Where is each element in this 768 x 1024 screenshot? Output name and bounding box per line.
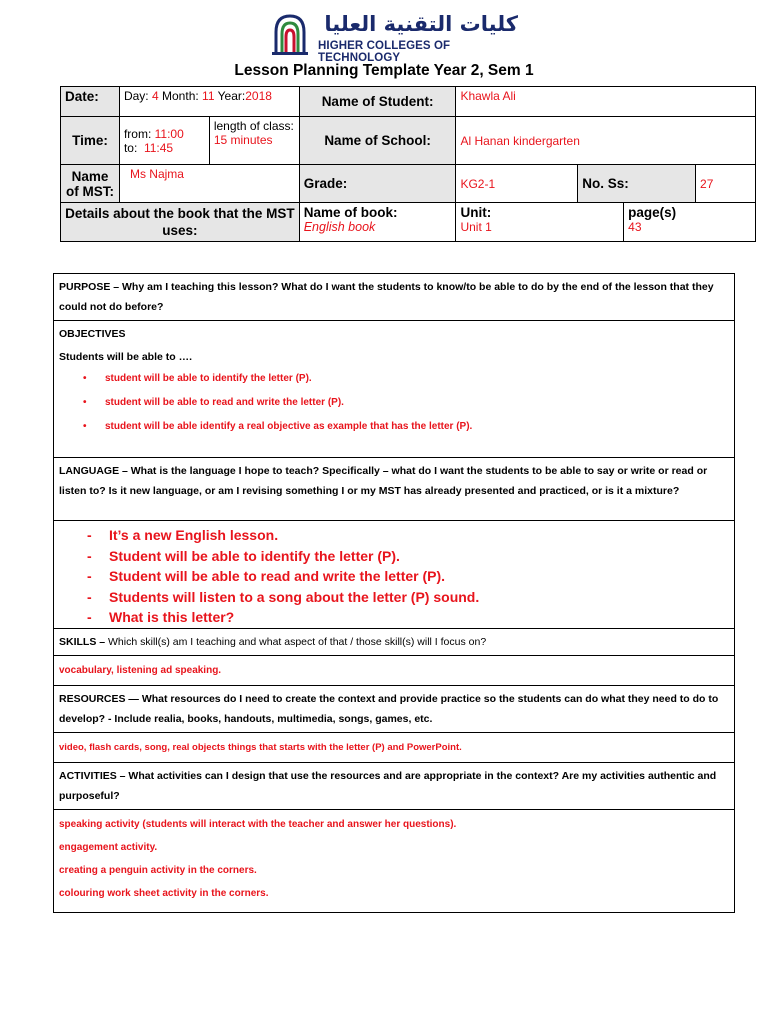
unit-label: Unit:: [460, 205, 492, 220]
language-question: LANGUAGE – What is the language I hope to teach? Specifically – what do I want the students to be able to say or write or read or listen to? Is it new language, or am I revising something I or my MST has already presented and practiced, or is it a mixture?: [54, 458, 735, 521]
list-item: • student will be able identify a real objective as example that has the letter (P).: [105, 415, 729, 439]
list-item: - Student will be able to identify the letter (P).: [109, 546, 729, 567]
objectives-intro: Students will be able to ….: [59, 351, 193, 363]
page-title: Lesson Planning Template Year 2, Sem 1: [234, 62, 534, 79]
time-value: from: 11:00 to: 11:45: [119, 117, 209, 165]
time-label: Time:: [61, 117, 120, 165]
skills-question: SKILLS – Which skill(s) am I teaching and what aspect of that / those skill(s) will I focus on?: [54, 628, 735, 655]
school-name-label: Name of School:: [299, 117, 456, 165]
unit-value: Unit 1: [460, 220, 492, 234]
number-of-students-label: No. Ss:: [578, 165, 696, 203]
list-item: - What is this letter?: [109, 607, 729, 628]
list-item: - Student will be able to read and write the letter (P).: [109, 566, 729, 587]
resources-question: RESOURCES — What resources do I need to create the context and provide practice so the students can do what they need to do to develop? - Include realia, books, handouts, multimedia, songs, games, etc.: [54, 685, 735, 732]
list-item: speaking activity (students will interact with the teacher and answer her questions).: [59, 818, 457, 830]
pages-cell: [624, 203, 756, 242]
book-name-cell: [299, 203, 456, 242]
mst-name-label: Name of MST:: [61, 165, 120, 203]
lesson-info-table: [60, 86, 756, 242]
mst-name-value: Ms Najma: [119, 165, 299, 203]
pages-label: page(s): [628, 205, 677, 220]
date-value: Day: 4 Month: 11 Year:2018: [119, 87, 299, 117]
book-name-label: Name of book:: [303, 205, 398, 220]
list-item: colouring work sheet activity in the corners.: [59, 887, 269, 899]
list-item: - It’s a new English lesson.: [109, 525, 729, 546]
date-label: Date:: [61, 87, 120, 117]
objectives-section: [54, 321, 735, 458]
class-length-value: length of class: 15 minutes: [209, 117, 299, 165]
book-details-label: Details about the book that the MST uses:: [61, 203, 300, 242]
purpose-question: PURPOSE – Why am I teaching this lesson? What do I want the students to know/to be able to do by the end of the lesson that they could not do before?: [54, 274, 735, 321]
list-item: engagement activity.: [59, 841, 158, 853]
unit-cell: [456, 203, 624, 242]
logo-arabic-text: كليات التقنية العليا: [324, 12, 518, 36]
grade-value: KG2-1: [456, 165, 578, 203]
objectives-list: [59, 367, 729, 439]
student-name-label: Name of Student:: [299, 87, 456, 117]
grade-label: Grade:: [299, 165, 456, 203]
activities-answers: [54, 809, 735, 912]
pages-value: 43: [628, 220, 642, 234]
resources-answer: video, flash cards, song, real objects things that starts with the letter (P) and PowerPoint.: [54, 732, 735, 762]
college-emblem-icon: [270, 12, 310, 56]
number-of-students-value: 27: [696, 165, 756, 203]
list-item: • student will be able to read and write the letter (P).: [105, 391, 729, 415]
college-logo: [270, 12, 520, 64]
language-answers-list: [59, 525, 729, 628]
logo-english-text: HIGHER COLLEGES OF TECHNOLOGY: [318, 40, 451, 64]
list-item: creating a penguin activity in the corners.: [59, 864, 257, 876]
list-item: - Students will listen to a song about the letter (P) sound.: [109, 587, 729, 608]
book-name-value: English book: [303, 220, 376, 234]
lesson-plan-table: [53, 273, 735, 913]
language-answers: [54, 521, 735, 629]
student-name-value: Khawla Ali: [456, 87, 756, 117]
list-item: • student will be able to identify the letter (P).: [105, 367, 729, 391]
objectives-label: OBJECTIVES: [59, 328, 126, 340]
school-name-value: Al Hanan kindergarten: [456, 117, 756, 165]
activities-question: ACTIVITIES – What activities can I design that use the resources and are appropriate in the context? Are my activities authentic and purposeful?: [54, 762, 735, 809]
skills-answer: vocabulary, listening ad speaking.: [54, 655, 735, 685]
